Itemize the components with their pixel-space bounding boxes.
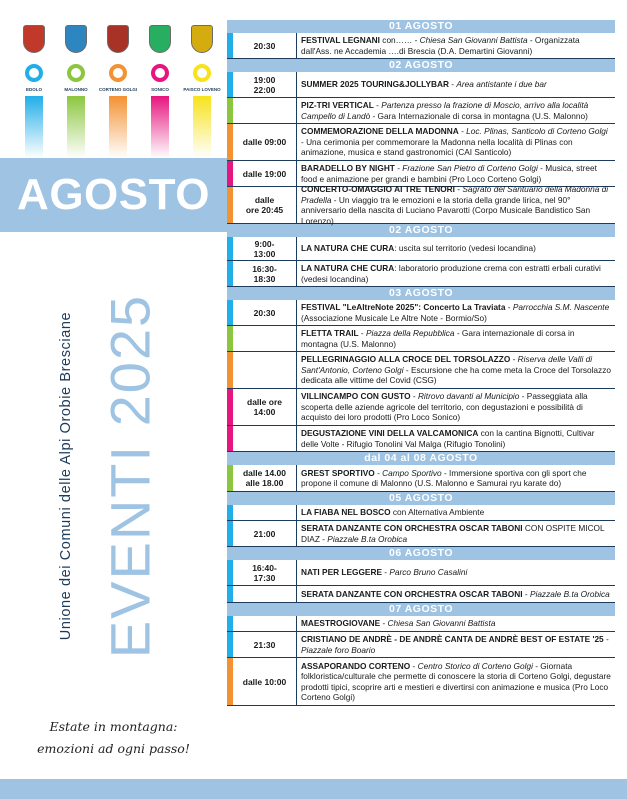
event-time: dalle 14.00 alle 18.00 xyxy=(233,465,297,491)
day-header: 02 AGOSTO xyxy=(227,59,615,72)
event-title-separator: - xyxy=(358,328,366,338)
event-row xyxy=(227,98,615,124)
event-description xyxy=(297,389,615,425)
event-time: dalle 10:00 xyxy=(233,658,297,705)
event-description xyxy=(297,161,615,186)
town-name: EDOLO xyxy=(25,87,42,92)
event-title-separator: - xyxy=(410,660,418,671)
event-title: FESTIVAL "LeAltreNote 2025": Concerto La Traviata xyxy=(301,302,506,312)
event-title: SERATA DANZANTE CON ORCHESTRA OSCAR TABONI xyxy=(301,523,523,533)
event-row xyxy=(227,632,615,658)
event-time xyxy=(233,352,297,388)
event-text: - Escursione che ha come meta la Croce del Torsolazzo dedicata alle vittime del Covid (CSG) xyxy=(301,364,611,386)
event-row xyxy=(227,465,615,492)
event-time: dalle 19:00 xyxy=(233,161,297,186)
event-location: Centro Storico di Corteno Golgi xyxy=(417,660,533,671)
event-location: Parco Bruno Casalini xyxy=(389,567,468,578)
event-title: GREST SPORTIVO xyxy=(301,467,375,478)
event-text: - Musica, street food e animazione per grandi e bambini (Pro Loco Corteno Golgi) xyxy=(301,163,597,184)
event-row xyxy=(227,124,615,161)
event-title: PELLEGRINAGGIO ALLA CROCE DEL TORSOLAZZO xyxy=(301,354,511,365)
event-location: Piazzale foro Boario xyxy=(301,644,376,655)
event-title-separator: - xyxy=(410,391,418,402)
event-title-separator: - xyxy=(449,79,457,90)
event-row xyxy=(227,616,615,632)
town-name: PAISCO LOVENO xyxy=(183,87,221,92)
town-ring-icon xyxy=(25,64,43,82)
event-text: - Un viaggio tra le emozioni e la storia della grande lirica, nel 90° anniversario della nascita di Luciano Pavarotti (Corpo Musicale Bandistico San Lorenzo) xyxy=(301,194,591,226)
event-title: LA FIABA NEL BOSCO xyxy=(301,507,391,518)
day-header: 01 AGOSTO xyxy=(227,20,615,33)
organizer-title: Unione dei Comuni delle Alpi Orobie Bresciane xyxy=(58,311,74,641)
event-description xyxy=(297,237,615,260)
event-location: Sagrato del Santuario della Madonna di Pradella xyxy=(301,184,609,205)
series-title: EVENTI 2025 xyxy=(98,293,162,659)
event-description xyxy=(297,184,615,226)
event-text: - Gara internazionale di corsa in montagna (U.S. Malonno) xyxy=(301,328,575,349)
event-description xyxy=(297,326,615,351)
sonico-crest-icon xyxy=(149,25,171,53)
event-time: dalle ore 14:00 xyxy=(233,389,297,425)
town-ring-icon xyxy=(67,64,85,82)
event-time: 21:30 xyxy=(233,632,297,657)
event-location: Chiesa San Giovanni Battista xyxy=(387,618,496,629)
event-time xyxy=(233,98,297,123)
event-title: PIZ-TRI VERTICAL xyxy=(301,100,374,110)
town-color-bar xyxy=(109,96,127,158)
day-header: dal 04 al 08 AGOSTO xyxy=(227,452,615,465)
event-text: - Giornata folkloristica/culturale che permette di conoscere la storia di Corteno Golgi, degustare prodotti tipici, scoprire arti e mestieri e divertirsi con animazione e musica (Pro Loco Corteno Golgi) xyxy=(301,660,611,702)
event-description xyxy=(297,586,615,602)
event-title-separator: - xyxy=(458,126,467,137)
event-text: CON OSPITE MICOL DIAZ - xyxy=(301,523,605,544)
event-row xyxy=(227,658,615,706)
event-title: CRISTIANO DE ANDRÈ - DE ANDRÈ CANTA DE ANDRÈ BEST OF ESTATE '25 xyxy=(301,634,604,644)
event-location: Parrocchia S.M. Nascente xyxy=(512,302,610,312)
paisco-loveno-crest-icon xyxy=(191,25,213,53)
event-time xyxy=(233,586,297,602)
event-title-separator: - xyxy=(373,100,382,110)
event-time: 20:30 xyxy=(233,300,297,325)
day-header: 07 AGOSTO xyxy=(227,603,615,616)
edolo-crest-icon xyxy=(23,25,45,53)
event-title-separator: con…… - xyxy=(379,35,420,45)
event-text: - Una cerimonia per commemorare la Madonna nella località di Plinas con animazione, musica e stand gastronomici (CAI Santicolo) xyxy=(301,136,573,158)
slogan-line-1: Estate in montagna: xyxy=(49,719,178,734)
event-description xyxy=(297,616,615,631)
event-location: Ritrovo davanti al Municipio xyxy=(417,391,520,402)
event-text: con Alternativa Ambiente xyxy=(392,507,485,518)
event-row xyxy=(227,426,615,452)
event-title-separator: - xyxy=(394,163,403,173)
event-title: FESTIVAL LEGNANI xyxy=(301,35,380,45)
event-text: - Gara Internazionale di corsa in montagna (U.S. Malonno) xyxy=(370,110,588,121)
event-title: NATI PER LEGGERE xyxy=(301,567,382,578)
event-row xyxy=(227,586,615,603)
event-time xyxy=(233,326,297,351)
event-title: SERATA DANZANTE CON ORCHESTRA OSCAR TABONI xyxy=(301,588,523,599)
bottom-bar xyxy=(0,779,627,799)
event-title: COMMEMORAZIONE DELLA MADONNA xyxy=(301,126,459,137)
town-ring-icon xyxy=(151,64,169,82)
event-description xyxy=(297,72,615,97)
event-title: BARADELLO BY NIGHT xyxy=(301,163,395,173)
event-title: ASSAPORANDO CORTENO xyxy=(301,660,411,671)
event-text: - Immersione sportiva con gli sport che propone il comune di Malonno (U.S. Malonno e Samurai ryu karate do) xyxy=(301,467,587,488)
event-description xyxy=(297,521,615,546)
event-title: LA NATURA CHE CURA xyxy=(301,263,395,273)
event-description xyxy=(297,426,615,451)
day-header: 03 AGOSTO xyxy=(227,287,615,300)
event-row xyxy=(227,33,615,59)
event-description xyxy=(297,352,615,388)
event-text: (Associazione Musicale Le Altre Note - Bormio/So) xyxy=(301,312,487,323)
event-title-separator: - xyxy=(510,354,518,365)
event-title-separator: : xyxy=(394,243,399,254)
event-title-separator: - xyxy=(603,634,609,644)
event-title: MAESTROGIOVANE xyxy=(301,618,381,629)
event-description xyxy=(297,300,615,325)
event-title: CONCERTO-OMAGGIO AI TRE TENORI xyxy=(301,184,455,194)
event-title-separator: - xyxy=(380,618,388,629)
event-time: 16:40- 17:30 xyxy=(233,560,297,585)
event-location: Area antistante i due bar xyxy=(456,79,547,90)
event-description xyxy=(297,33,615,58)
town-name: SONICO xyxy=(151,87,169,92)
town-color-bar xyxy=(67,96,85,158)
event-location: Campo Sportivo xyxy=(382,467,442,478)
town-ring-icon xyxy=(193,64,211,82)
event-text: - Organizzata dall'Ass. ne Accademia ….di Brescia (D.A. Demartini Giovanni) xyxy=(301,35,580,56)
event-title-separator: - xyxy=(522,588,530,599)
event-location: Piazzale B.ta Orobica xyxy=(529,588,610,599)
event-row xyxy=(227,521,615,547)
event-title: SUMMER 2025 TOURING&JOLLYBAR xyxy=(301,79,449,90)
event-location: Frazione San Pietro di Corteno Golgi xyxy=(402,163,538,173)
event-title: VILLINCAMPO CON GUSTO xyxy=(301,391,411,402)
month-title: AGOSTO xyxy=(17,170,210,219)
event-title-separator: - xyxy=(381,567,390,578)
day-header: 06 AGOSTO xyxy=(227,547,615,560)
town-name: MALONNO xyxy=(64,87,88,92)
event-row xyxy=(227,300,615,326)
event-description xyxy=(297,465,615,491)
event-location: Piazza della Repubblica xyxy=(365,328,455,338)
event-schedule xyxy=(227,20,615,706)
event-time: dalle ore 20:45 xyxy=(233,187,297,223)
event-time: 20:30 xyxy=(233,33,297,58)
day-header: 02 AGOSTO xyxy=(227,224,615,237)
event-location: Chiesa San Giovanni Battista xyxy=(419,35,528,45)
event-location: Piazzale B.ta Orobica xyxy=(327,533,408,544)
event-title: DEGUSTAZIONE VINI DELLA VALCAMONICA xyxy=(301,428,479,438)
event-row xyxy=(227,560,615,586)
event-row xyxy=(227,261,615,287)
event-description xyxy=(297,658,615,705)
event-title: FLETTA TRAIL xyxy=(301,328,359,338)
event-row xyxy=(227,72,615,98)
event-row xyxy=(227,184,615,226)
event-description xyxy=(297,261,615,286)
event-row xyxy=(227,237,615,261)
event-time xyxy=(233,505,297,520)
event-text: laboratorio produzione crema con estratti erbali curativi (vedesi locandina) xyxy=(301,263,601,284)
event-text: - Passeggiata alla scoperta delle aziende agricole del territorio, con degustazioni e possibilità di acquisto dei loro prodotti (Pro Loco Sonico) xyxy=(301,391,588,423)
town-color-bar xyxy=(151,96,169,158)
event-description xyxy=(297,98,615,123)
event-time: 19:00 22:00 xyxy=(233,72,297,97)
event-title-separator: - xyxy=(374,467,383,478)
event-row xyxy=(227,352,615,389)
event-location: Partenza presso la frazione di Moscio, arrivo alla località Campello di Landò xyxy=(301,100,589,121)
slogan-line-2: emozioni ad ogni passo! xyxy=(37,741,190,756)
slogan xyxy=(0,716,227,760)
day-header: 05 AGOSTO xyxy=(227,492,615,505)
event-description xyxy=(297,124,615,160)
event-title: LA NATURA CHE CURA xyxy=(301,243,395,254)
event-time: 9:00- 13:00 xyxy=(233,237,297,260)
event-time xyxy=(233,426,297,451)
event-time: 21:00 xyxy=(233,521,297,546)
event-time: 16:30- 18:30 xyxy=(233,261,297,286)
event-text: con la cantina Bignotti, Cultivar delle Volte - Rifugio Tonolini Val Malga (Rifugio Tonolini) xyxy=(301,428,595,449)
event-text: uscita sul territorio (vedesi locandina) xyxy=(398,243,536,254)
event-time: dalle 09:00 xyxy=(233,124,297,160)
event-location: Loc. Plinas, Santicolo di Corteno Golgi xyxy=(466,126,608,137)
town-color-bar xyxy=(25,96,43,158)
event-row xyxy=(227,326,615,352)
event-description xyxy=(297,632,615,657)
event-time xyxy=(233,616,297,631)
town-name: CORTENO GOLGI xyxy=(98,87,138,92)
malonno-crest-icon xyxy=(65,25,87,53)
town-color-bar xyxy=(193,96,211,158)
town-ring-icon xyxy=(109,64,127,82)
event-row xyxy=(227,505,615,521)
event-description xyxy=(297,505,615,520)
event-title-separator: - xyxy=(505,302,513,312)
event-title-separator: : xyxy=(394,263,399,273)
event-description xyxy=(297,560,615,585)
left-panel xyxy=(0,0,227,799)
event-title-separator: - xyxy=(454,184,463,194)
corteno-golgi-crest-icon xyxy=(107,25,129,53)
event-row xyxy=(227,389,615,426)
event-location: Riserva delle Valli di Sant'Antonio, Corteno Golgi xyxy=(301,354,593,375)
